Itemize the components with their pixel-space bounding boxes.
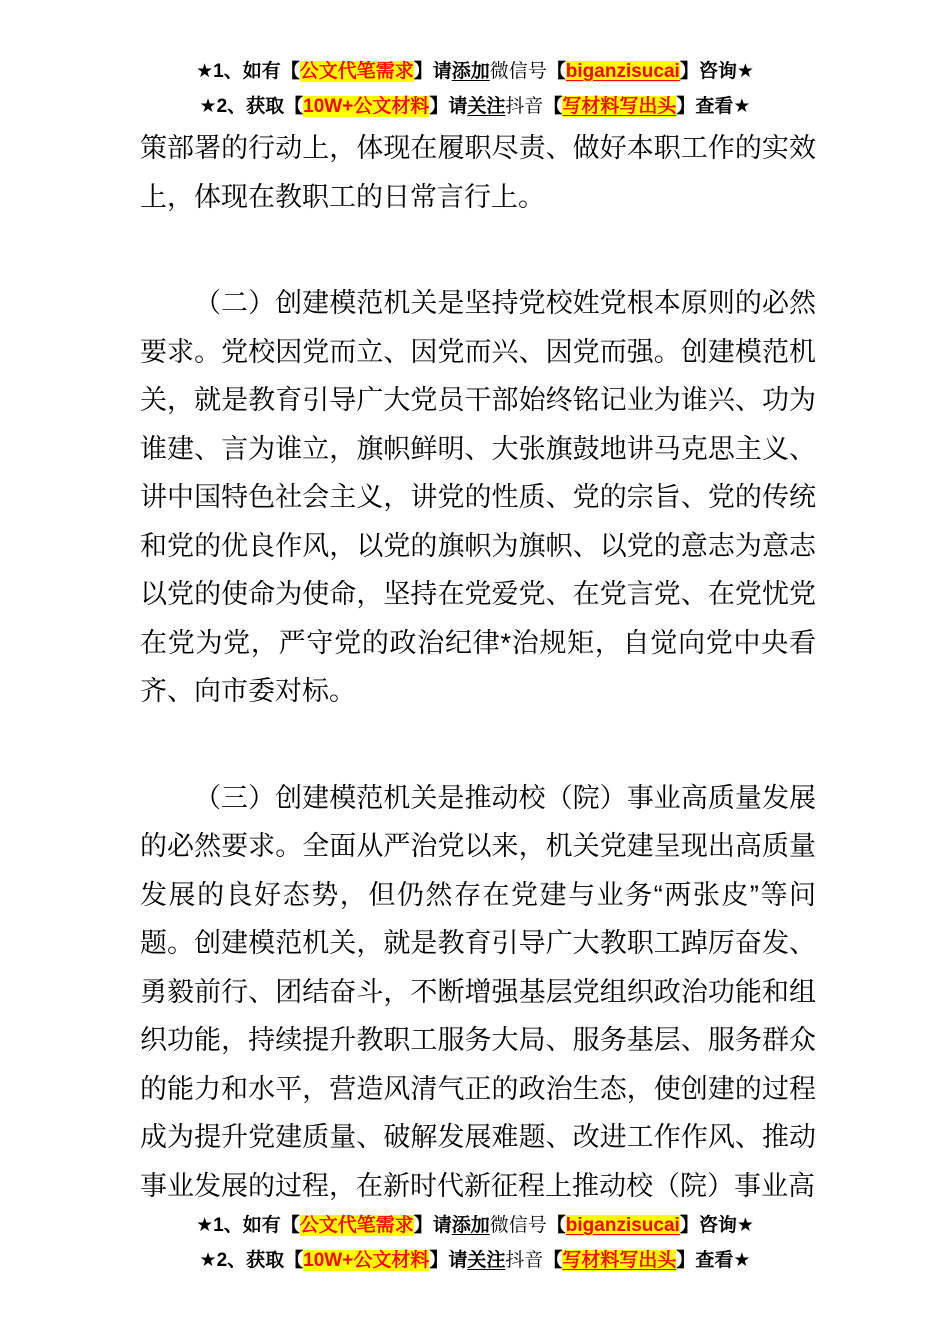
promo1-add-underline: 添加: [451, 1215, 490, 1236]
promo2-suffix: 】查看★: [676, 96, 751, 117]
promo1-wechat-id: biganzisucai: [565, 61, 680, 82]
document-body: [140, 124, 816, 1210]
promo2-bracket-open: 【: [543, 96, 563, 117]
promo2-prefix: ★2、获取【: [199, 96, 304, 117]
promo2-prefix: ★2、获取【: [199, 1250, 304, 1271]
promo2-mid: 】请: [429, 1250, 468, 1271]
promo2-materials-highlight: 10W+公文材料: [303, 96, 430, 117]
paragraph-section-2: （二）创建模范机关是坚持党校姓党根本原则的必然要求。党校因党而立、因党而兴、因党而强。创建模范机关，就是教育引导广大党员干部始终铭记业为谁兴、功为谁建、言为谁立，旗帜鲜明、大张旗鼓地讲马克思主义、讲中国特色社会主义，讲党的性质、党的宗旨、党的传统和党的优良作风，以党的旗帜为旗帜、以党的意志为意志以党的使命为使命，坚持在党爱党、在党言党、在党忧党在党为党，严守党的政治纪律*治规矩，自觉向党中央看齐、向市委对标。: [140, 288, 816, 706]
header-promo-line-2: [0, 89, 950, 124]
promo1-service-highlight: 公文代笔需求: [299, 1215, 414, 1236]
promo1-wechat-label: 微信号: [489, 1215, 547, 1236]
promo2-douyin-id: 写材料写出头: [562, 96, 677, 117]
promo1-suffix: 】咨询★: [679, 61, 754, 82]
footer-promo-banner: [0, 1208, 950, 1278]
paragraph-continuation: 策部署的行动上，体现在履职尽责、做好本职工作的实效上，体现在教职工的日常言行上。: [140, 133, 816, 212]
promo1-wechat-id: biganzisucai: [565, 1215, 680, 1236]
paragraph-section-3: （三）创建模范机关是推动校（院）事业高质量发展的必然要求。全面从严治党以来，机关党建呈现出高质量发展的良好态势，但仍然存在党建与业务“两张皮”等问题。创建模范机关，就是教育引导广大教职工踔厉奋发、勇毅前行、团结奋斗，不断增强基层党组织政治功能和组织功能，持续提升教职工服务大局、服务基层、服务群众的能力和水平，营造风清气正的政治生态，使创建的过程成为提升党建质量、破解发展难题、改进工作作风、推动事业发展的过程，在新时代新征程上推动校（院）事业高: [140, 782, 816, 1201]
promo1-add-underline: 添加: [451, 61, 490, 82]
footer-promo-line-1: [0, 1208, 950, 1243]
promo2-materials-highlight: 10W+公文材料: [303, 1250, 430, 1271]
promo1-wechat-label: 微信号: [489, 61, 547, 82]
promo1-service-highlight: 公文代笔需求: [299, 61, 414, 82]
promo1-prefix: ★1、如有【: [196, 61, 300, 82]
promo2-douyin-id: 写材料写出头: [562, 1250, 677, 1271]
promo2-douyin-label: 抖音: [505, 1250, 544, 1271]
promo1-mid: 】请: [413, 61, 452, 82]
promo2-mid: 】请: [429, 96, 468, 117]
promo2-suffix: 】查看★: [676, 1250, 751, 1271]
promo2-douyin-label: 抖音: [505, 96, 544, 117]
promo2-follow-underline: 关注: [467, 96, 506, 117]
promo1-prefix: ★1、如有【: [196, 1215, 300, 1236]
promo1-mid: 】请: [413, 1215, 452, 1236]
promo1-bracket-open: 【: [546, 61, 566, 82]
promo1-suffix: 】咨询★: [679, 1215, 754, 1236]
header-promo-line-1: [0, 54, 950, 89]
footer-promo-line-2: [0, 1243, 950, 1278]
promo1-bracket-open: 【: [546, 1215, 566, 1236]
promo2-bracket-open: 【: [543, 1250, 563, 1271]
promo2-follow-underline: 关注: [467, 1250, 506, 1271]
header-promo-banner: [0, 54, 950, 124]
